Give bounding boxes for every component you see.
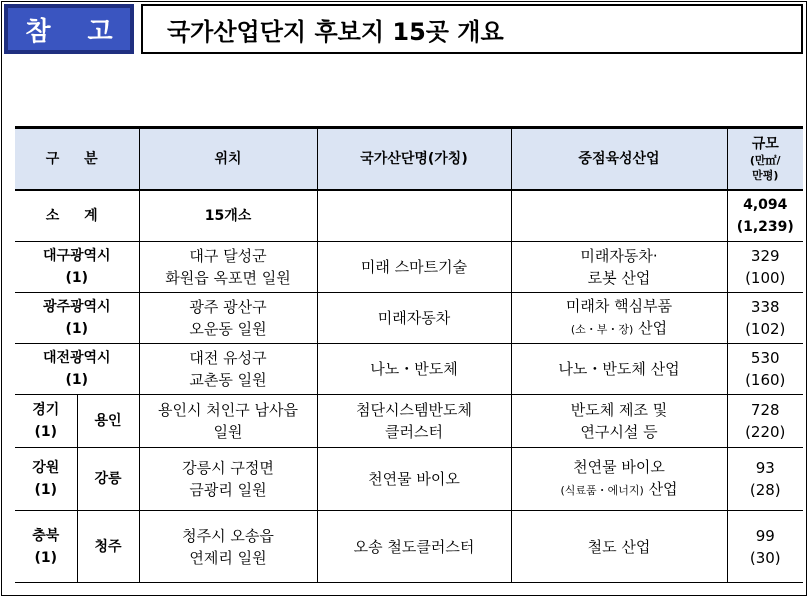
industry-cell: 철도 산업 [511,511,727,583]
name-cell: 미래 스마트기술 [317,242,511,293]
city-cell: 청주 [77,511,139,583]
subtotal-scale: 4,094 (1,239) [727,190,803,242]
industry-cell: 미래차 핵심부품 (소・부・장) 산업 [511,293,727,344]
header-industry: 중점육성산업 [511,128,727,191]
header-scale: 규모 (만㎡/ 만평) [727,128,803,191]
location-cell: 강릉시 구정면 금광리 일원 [139,448,317,511]
table-header-row [15,128,803,191]
location-cell: 용인시 처인구 남사읍 일원 [139,395,317,448]
industry-cell: 반도체 제조 및 연구시설 등 [511,395,727,448]
subtotal-label: 소 계 [15,190,139,242]
region-cell: 경기 (1) [15,395,77,448]
city-cell: 강릉 [77,448,139,511]
location-cell: 대전 유성구 교촌동 일원 [139,344,317,395]
candidate-sites-table [15,126,803,583]
table-row [15,242,803,293]
header-gubun: 구 분 [15,128,139,191]
name-cell: 오송 철도클러스터 [317,511,511,583]
subtotal-empty-name [317,190,511,242]
region-cell: 대전광역시 (1) [15,344,139,395]
name-cell: 천연물 바이오 [317,448,511,511]
scale-cell: 338 (102) [727,293,803,344]
industry-cell: 미래자동차· 로봇 산업 [511,242,727,293]
title-box [141,4,803,54]
industry-cell: 나노・반도체 산업 [511,344,727,395]
scale-cell: 99 (30) [727,511,803,583]
location-cell: 광주 광산구 오운동 일원 [139,293,317,344]
table-row [15,448,803,511]
header-name: 국가산단명(가칭) [317,128,511,191]
region-cell: 대구광역시 (1) [15,242,139,293]
city-cell: 용인 [77,395,139,448]
scale-cell: 728 (220) [727,395,803,448]
subtotal-empty-industry [511,190,727,242]
table-row [15,511,803,583]
scale-cell: 93 (28) [727,448,803,511]
table-row [15,293,803,344]
table-row [15,395,803,448]
header-location: 위치 [139,128,317,191]
subtotal-count: 15개소 [139,190,317,242]
region-cell: 강원 (1) [15,448,77,511]
subtotal-row [15,190,803,242]
badge-label: 참 고 [25,16,127,47]
reference-badge [4,4,134,54]
table-row [15,344,803,395]
page-title: 국가산업단지 후보지 15곳 개요 [167,17,504,46]
region-cell: 충북 (1) [15,511,77,583]
scale-cell: 329 (100) [727,242,803,293]
name-cell: 첨단시스템반도체 클러스터 [317,395,511,448]
name-cell: 나노・반도체 [317,344,511,395]
scale-cell: 530 (160) [727,344,803,395]
industry-cell: 천연물 바이오 (식료품・에너지) 산업 [511,448,727,511]
location-cell: 청주시 오송읍 연제리 일원 [139,511,317,583]
location-cell: 대구 달성군 화원읍 옥포면 일원 [139,242,317,293]
region-cell: 광주광역시 (1) [15,293,139,344]
name-cell: 미래자동차 [317,293,511,344]
